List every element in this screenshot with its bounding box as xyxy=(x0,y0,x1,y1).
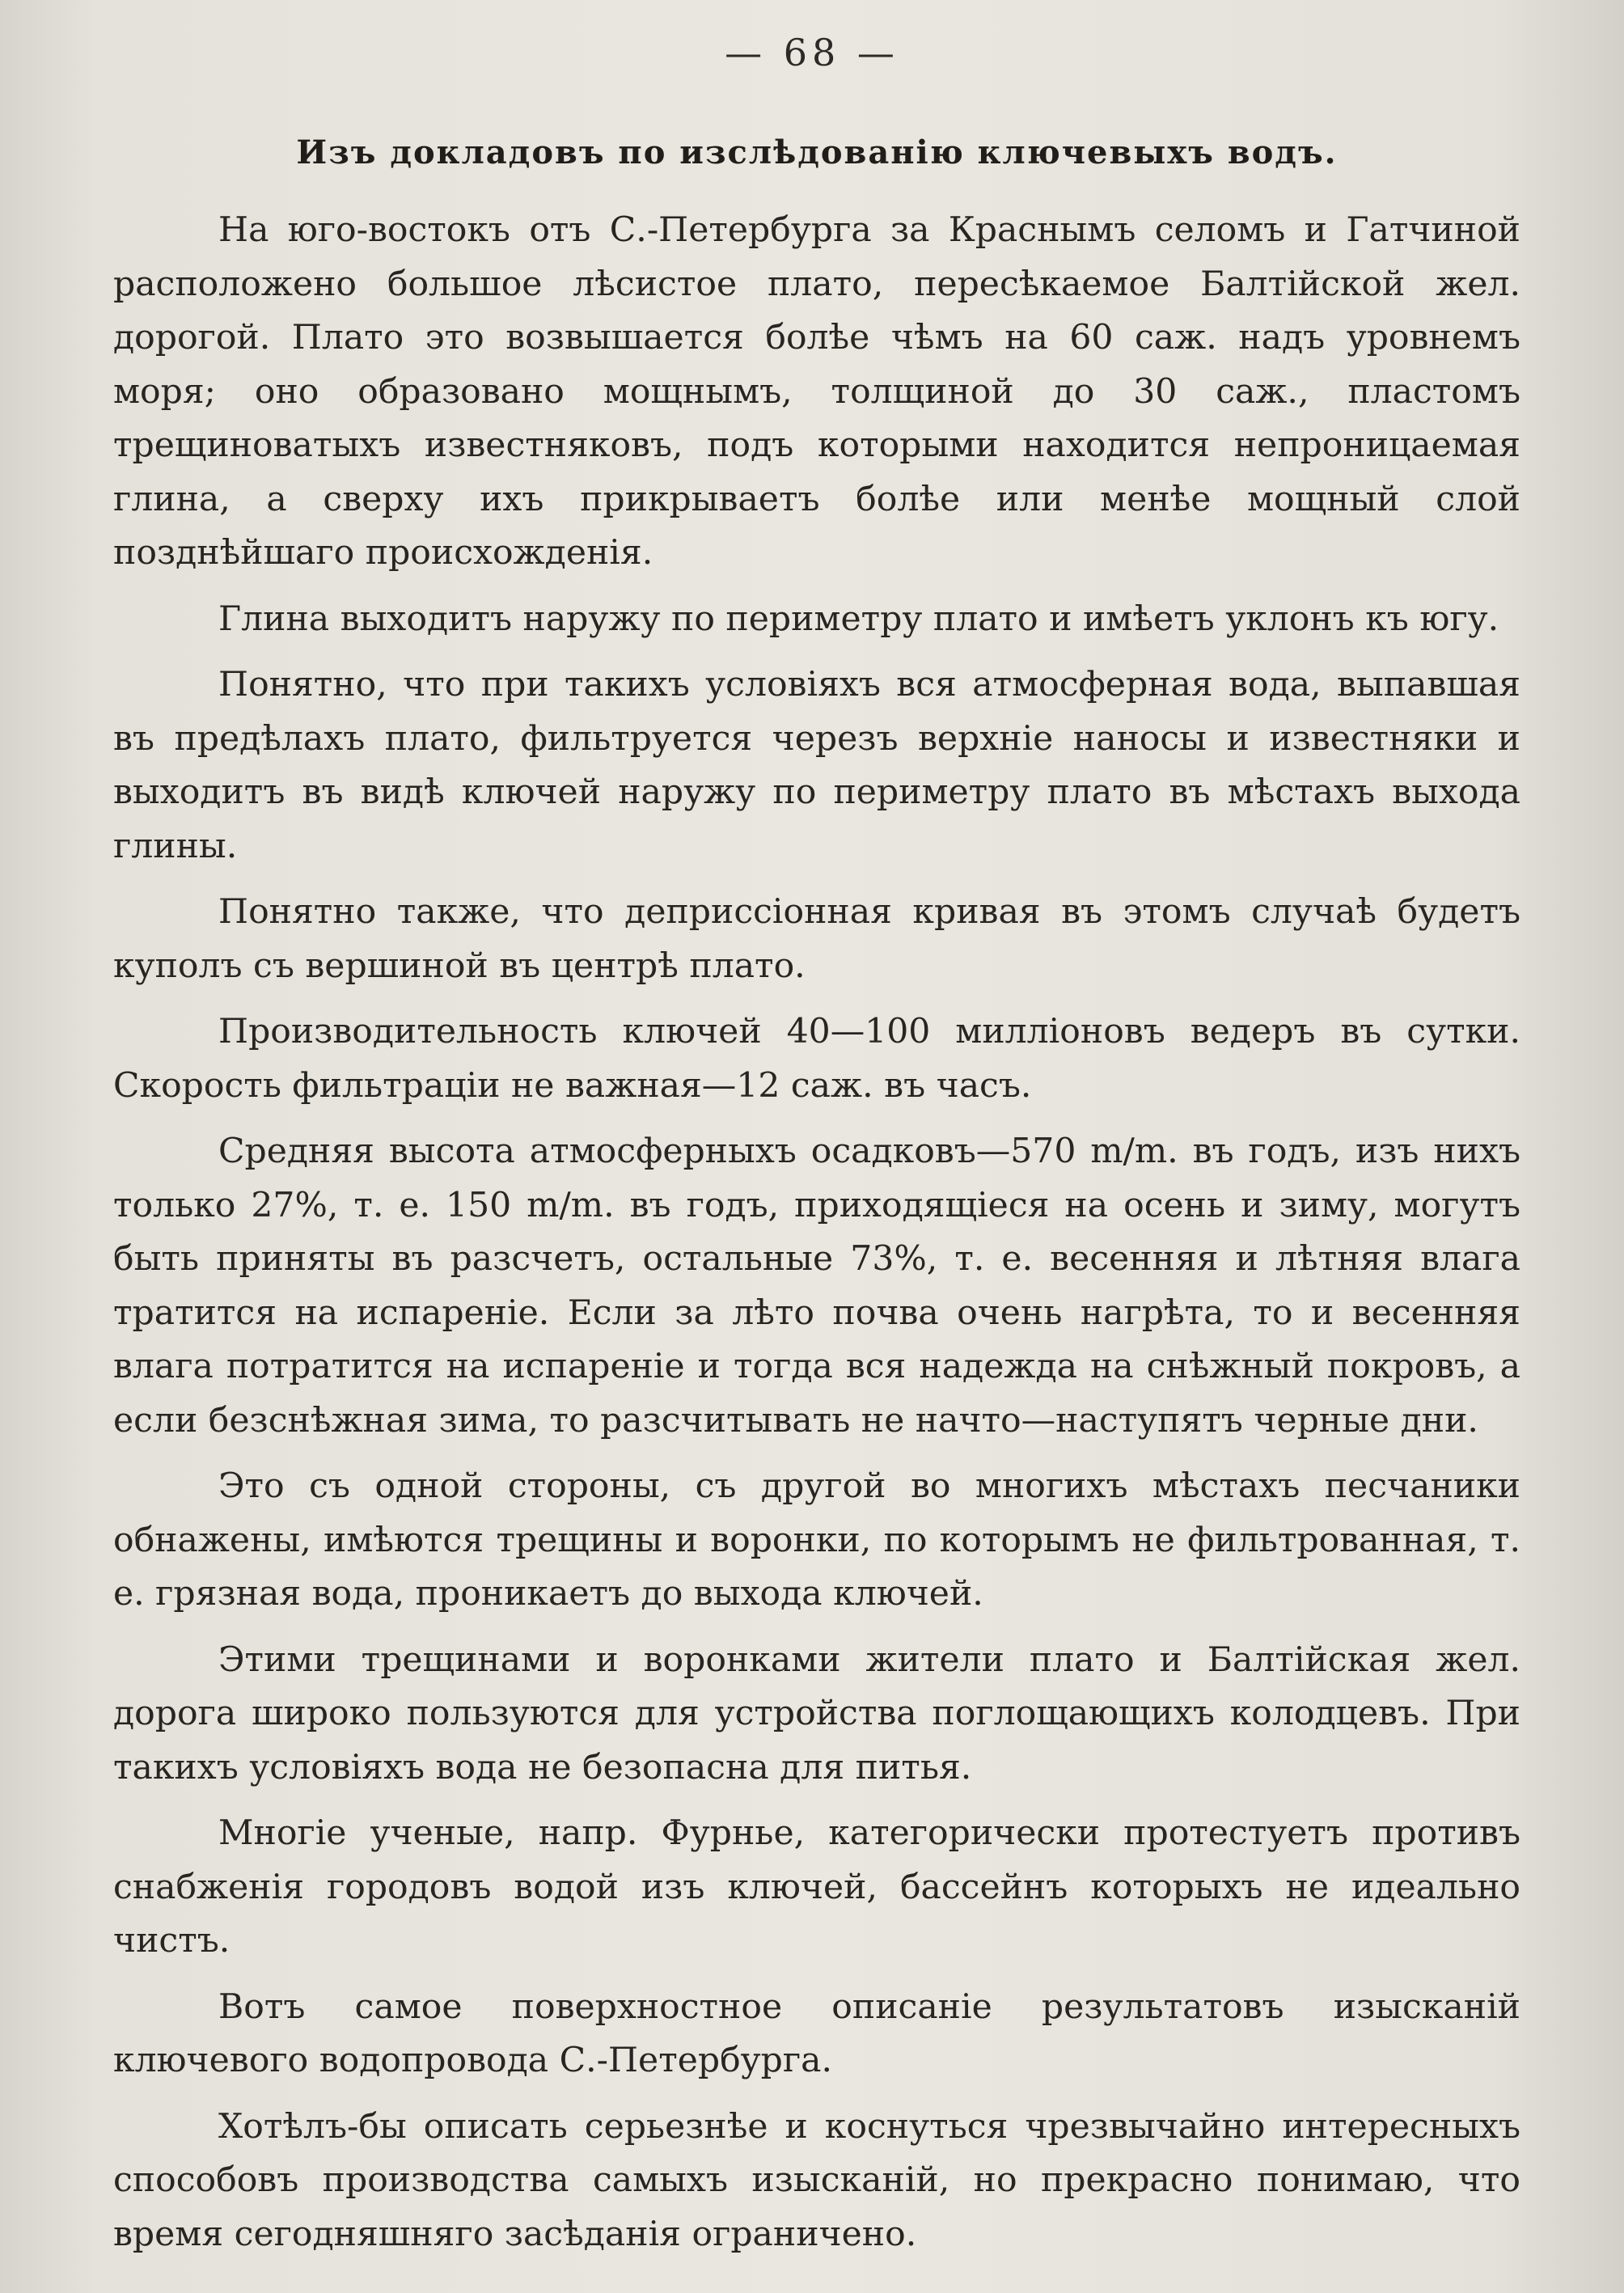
paragraph: Это съ одной стороны, съ другой во многихъ мѣстахъ песчаники обнажены, имѣются трещины и воронки, по которымъ не фильтрованная, т. е. грязная вода, проникаетъ до выхода ключей. xyxy=(113,1466,1520,1614)
paragraph: Производительность ключей 40—100 милліоновъ ведеръ въ сутки. Скорость фильтраціи не важная—12 саж. въ часъ. xyxy=(113,1012,1520,1106)
body-text xyxy=(113,204,1520,2274)
paragraph: Понятно также, что деприссіонная кривая въ этомъ случаѣ будетъ куполъ съ вершиной въ центрѣ плато. xyxy=(113,892,1520,986)
page-number: — 68 — xyxy=(725,31,899,74)
paragraph: Глина выходитъ наружу по периметру плато и имѣетъ уклонъ къ югу. xyxy=(218,599,1499,639)
paragraph: Хотѣлъ-бы описать серьезнѣе и коснуться чрезвычайно интересныхъ способовъ производства самыхъ изысканій, но прекрасно понимаю, что время сегодняшняго засѣданія ограничено. xyxy=(113,2106,1520,2254)
section-heading: Изъ докладовъ по изслѣдованію ключевыхъ водъ. xyxy=(296,133,1338,171)
paragraph: На юго-востокъ отъ С.-Петербурга за Краснымъ селомъ и Гатчиной расположено большое лѣсистое плато, пересѣкаемое Балтійской жел. дорогой. Плато это возвышается болѣе чѣмъ на 60 саж. надъ уровнемъ моря; оно образовано мощнымъ, толщиной до 30 саж., пластомъ трещиноватыхъ известняковъ, подъ которыми находится непроницаемая глина, а сверху ихъ прикрываетъ болѣе или менѣе мощный слой позднѣйшаго происхожденія. xyxy=(113,210,1520,573)
paragraph: Понятно, что при такихъ условіяхъ вся атмосферная вода, выпавшая въ предѣлахъ плато, фильтруется черезъ верхніе наносы и известняки и выходитъ въ видѣ ключей наружу по периметру плато въ мѣстахъ выхода глины. xyxy=(113,665,1520,866)
paragraph: Вотъ самое поверхностное описаніе результатовъ изысканій ключевого водопровода С.-Петербурга. xyxy=(113,1986,1520,2080)
paragraph: Этими трещинами и воронками жители плато и Балтійская жел. дорога широко пользуются для устройства поглощающихъ колодцевъ. При такихъ условіяхъ вода не безопасна для питья. xyxy=(113,1639,1520,1787)
paragraph: Многіе ученые, напр. Фурнье, категорически протестуетъ противъ снабженія городовъ водой изъ ключей, бассейнъ которыхъ не идеально чистъ. xyxy=(113,1813,1520,1961)
paragraph: Средняя высота атмосферныхъ осадковъ—570 m/m. въ годъ, изъ нихъ только 27%, т. е. 150 m/m. въ годъ, приходящіеся на осень и зиму, могутъ быть приняты въ разсчетъ, остальные 73%, т. е. весенняя и лѣтняя влага тратится на испареніе. Если за лѣто почва очень нагрѣта, то и весенняя влага потратится на испареніе и тогда вся надежда на снѣжный покровъ, а если безснѣжная зима, то разсчитывать не начто—наступятъ черные дни. xyxy=(113,1132,1520,1441)
